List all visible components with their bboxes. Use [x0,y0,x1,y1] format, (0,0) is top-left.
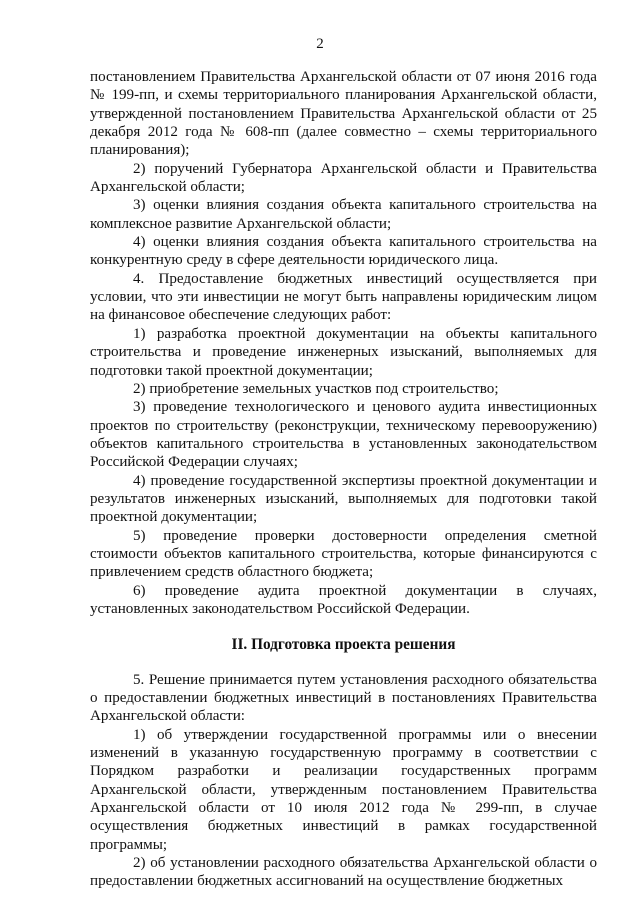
paragraph-work-1: 1) разработка проектной документации на объекты капитального строительства и проведение инженерных изысканий, выполняемых для подготовки такой проектной документации; [90,325,597,379]
paragraph-work-6: 6) проведение аудита проектной документации в случаях, установленных законодательством Российской Федерации. [90,582,597,617]
section-heading: II. Подготовка проекта решения [231,636,456,654]
document-body [90,68,597,891]
paragraph-clause-4: 4. Предоставление бюджетных инвестиций осуществляется при условии, что эти инвестиции не могут быть направлены юридическим лицом на финансовое обеспечение следующих работ: [90,270,597,324]
paragraph-work-2: 2) приобретение земельных участков под строительство; [133,380,499,397]
paragraph-item-3: 3) оценки влияния создания объекта капитального строительства на комплексное развитие Архангельской области; [90,197,597,232]
paragraph-item-2: 2) поручений Губернатора Архангельской области и Правительства Архангельской области; [90,160,597,196]
paragraph-continuation: постановлением Правительства Архангельской области от 07 июня 2016 года № 199-пп, и схемы территориального планирования Архангельской области, утвержденной постановлением Правительства Архангельской области от 25 декабря 2012 года № 608-пп (далее совместно – схемы территориального планирования); [90,69,597,159]
paragraph-item-4: 4) оценки влияния создания объекта капитального строительства на конкурентную среду в сфере деятельности юридического лица. [90,234,597,269]
paragraph-work-4: 4) проведение государственной экспертизы проектной документации и результатов инженерных изысканий, выполняемых для подготовки такой проектной документации; [90,472,597,526]
paragraphs-before-heading [90,68,597,618]
paragraphs-after-heading [90,671,597,891]
paragraph-clause-5: 5. Решение принимается путем установления расходного обязательства о предоставлении бюджетных инвестиций в постановлениях Правительства Архангельской области: [90,671,597,725]
paragraph-work-5: 5) проведение проверки достоверности определения сметной стоимости объектов капитального строительства, которые финансируются с привлечением средств областного бюджета; [90,527,597,581]
paragraph-decision-2: 2) об установлении расходного обязательства Архангельской области о предоставлении бюджетных ассигнований на осуществление бюджетных [90,855,597,890]
paragraph-work-3: 3) проведение технологического и ценового аудита инвестиционных проектов по строительству (реконструкции, техническому перевооружению) объектов капитального строительства в установленных законодательством Российской Федерации случаях; [90,399,597,471]
paragraph-decision-1: 1) об утверждении государственной программы или о внесении изменений в указанную государственную программу в соответствии с Порядком разработки и реализации государственных программ Архангельской области, утвержденным постановлением Правительства Архангельской области от 10 июля 2012 года № 299-пп, в случае осуществления бюджетных инвестиций в рамках государственной программы; [90,726,597,853]
page-number: 2 [316,36,324,52]
